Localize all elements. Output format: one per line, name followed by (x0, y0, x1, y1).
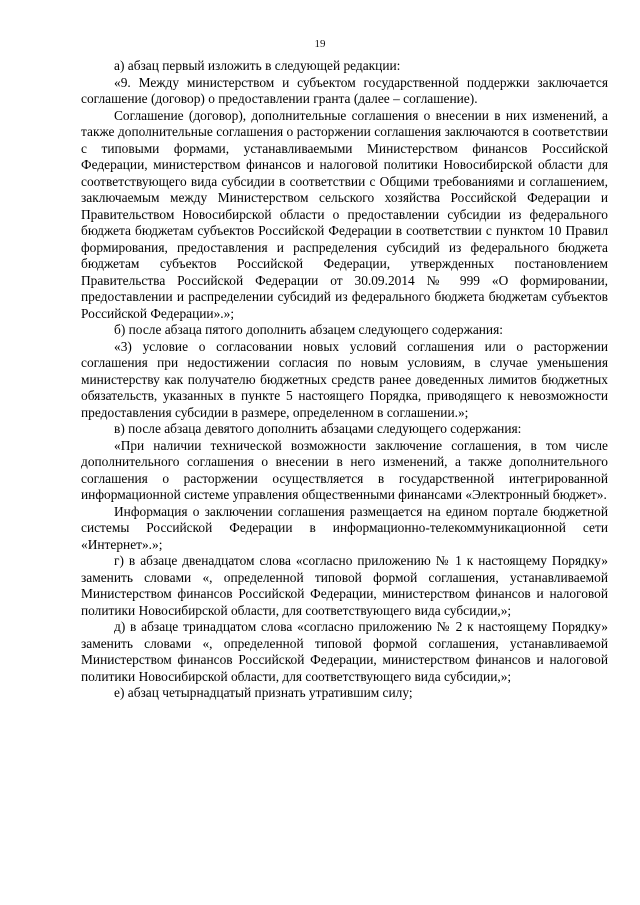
paragraph-d: д) в абзаце тринадцатом слова «согласно приложению № 2 к настоящему Порядку» заменить словами «, определенной типовой формой соглашения, устанавливаемой Министерством финансов Российской Федерации, министерством финансов и налоговой политики Новосибирской области, для соответствующего вида субсидии,»; (81, 619, 608, 684)
paragraph-g: г) в абзаце двенадцатом слова «согласно приложению № 1 к настоящему Порядку» заменить словами «, определенной типовой формой соглашения, устанавливаемой Министерством финансов Российской Федерации, министерством финансов и налоговой политики Новосибирской области, для соответствующего вида субсидии,»; (81, 553, 608, 618)
paragraph-portal-info: Информация о заключении соглашения размещается на едином портале бюджетной системы Российской Федерации в информационно-телекоммуникационной сети «Интернет».»; (81, 503, 608, 552)
paragraph-v: в) после абзаца девятого дополнить абзацами следующего содержания: (114, 421, 522, 436)
paragraph-b: б) после абзаца пятого дополнить абзацем следующего содержания: (114, 322, 503, 337)
paragraph-condition-3: «3) условие о согласовании новых условий соглашения или о расторжении соглашения при недостижении согласия по новым условиям, в случае уменьшения министерству как получателю бюджетных средств ранее доведенных лимитов бюджетных обязательств, указанных в пункте 5 настоящего Порядка, приводящего к невозможности предоставления субсидии в размере, определенном в соглашении.»; (81, 338, 608, 420)
paragraph-electronic-budget: «При наличии технической возможности заключение соглашения, в том числе дополнительного соглашения о внесении в него изменений, а также дополнительного соглашения о расторжении осуществляется в государственной интегрированной информационной системе управления общественными финансами «Электронный бюджет». (81, 437, 608, 502)
paragraph-quote-9: «9. Между министерством и субъектом государственной поддержки заключается соглашение (договор) о предоставлении гранта (далее – соглашение). (81, 74, 608, 106)
document-body (81, 58, 608, 702)
paragraph-agreement: Соглашение (договор), дополнительные соглашения о внесении в них изменений, а также дополнительные соглашения о расторжении соглашения заключаются в соответствии с типовыми формами, устанавливаемыми Министерством финансов Российской Федерации, министерством финансов и налоговой политики Новосибирской области для соответствующего вида субсидии в соответствии с Общими требованиями и соглашением, заключаемым между Министерством сельского хозяйства Российской Федерации и Правительством Новосибирской области о предоставлении субсидии из федерального бюджета бюджетам субъектов Российской Федерации в соответствии с пунктом 10 Правил формирования, предоставления и распределения субсидий из федерального бюджета бюджетам субъектов Российской Федерации, утвержденных постановлением Правительства Российской Федерации от 30.09.2014 № 999 «О формировании, предоставлении и распределении субсидий из федерального бюджета бюджетам субъектов Российской Федерации».»; (81, 107, 608, 321)
paragraph-e: е) абзац четырнадцатый признать утратившим силу; (114, 685, 413, 700)
page-number: 19 (314, 38, 326, 50)
paragraph-a: а) абзац первый изложить в следующей редакции: (114, 58, 401, 73)
